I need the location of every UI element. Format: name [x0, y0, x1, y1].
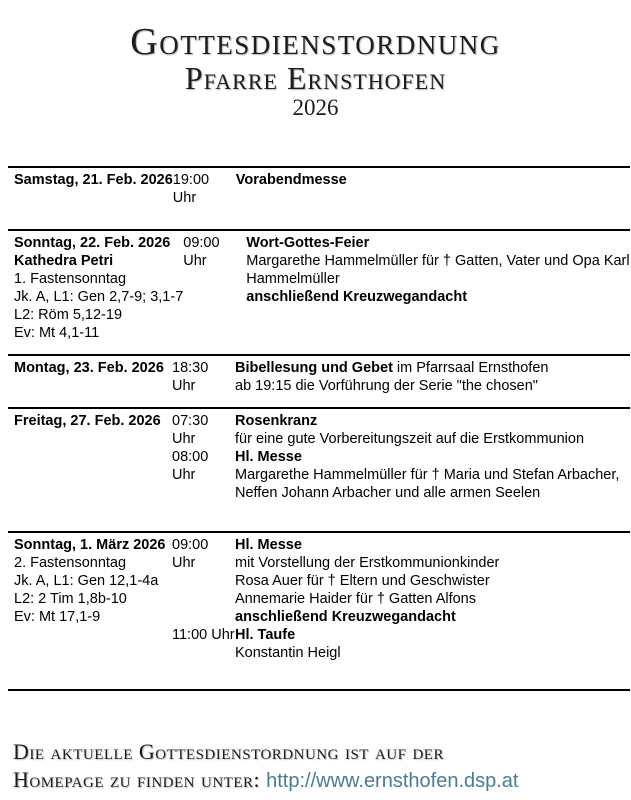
page-subtitle: Pfarre Ernsthofen: [184, 60, 447, 96]
service-text-line: [236, 171, 625, 189]
service-time: 18:30 Uhr: [172, 360, 209, 394]
service-text-line: [235, 412, 624, 430]
footer-line1: Die aktuelle Gottesdienstordnung ist auf der: [13, 739, 444, 764]
bold-text: Sonntag, 1. März 2026: [14, 537, 166, 553]
schedule-entry: [8, 354, 630, 407]
service-row: [172, 448, 630, 502]
bold-text: Kathedra Petri: [14, 253, 114, 269]
service-row: [173, 171, 630, 207]
bold-text: anschließend Kreuzwegandacht: [246, 289, 468, 305]
homepage-link[interactable]: http://www.ernsthofen.dsp.at: [266, 770, 519, 792]
service-text-line: [246, 288, 630, 306]
entry-services-column: [172, 536, 630, 662]
bold-text: Hl. Messe: [235, 449, 302, 465]
bold-text: Wort-Gottes-Feier: [246, 235, 370, 251]
service-time: 08:00 Uhr: [172, 449, 209, 483]
service-text-line: [235, 377, 624, 395]
bold-text: Bibellesung und Gebet: [235, 360, 393, 376]
footer-line2: [13, 766, 631, 795]
entry-date-column: [8, 234, 183, 342]
page-year: 2026: [292, 95, 339, 120]
entry-services-column: [173, 171, 630, 207]
entry-date-line: [14, 270, 183, 288]
text: Annemarie Haider für † Gatten Alfons: [235, 591, 476, 607]
bold-text: Freitag, 27. Feb. 2026: [14, 413, 161, 429]
bold-text: Hl. Messe: [235, 537, 302, 553]
text: im Pfarrsaal Ernsthofen: [392, 360, 549, 376]
service-text-line: [235, 448, 624, 466]
page-title: Gottesdienstordnung: [130, 21, 501, 63]
entry-date-line: [14, 288, 183, 306]
entry-services-column: [183, 234, 630, 342]
text: L2: 2 Tim 1,8b-10: [14, 591, 127, 607]
entry-date-column: [8, 359, 172, 395]
entry-date-line: [14, 306, 183, 324]
service-time: 09:00 Uhr: [183, 235, 220, 269]
entry-services-column: [172, 412, 630, 502]
service-text-line: [235, 626, 624, 644]
text: Ev: Mt 17,1-9: [14, 609, 101, 625]
text: mit Vorstellung der Erstkommunionkinder: [235, 555, 500, 571]
entry-date-line: [14, 234, 183, 252]
text: für eine gute Vorbereitungszeit auf die Erstkommunion: [235, 431, 585, 447]
service-row: [172, 412, 630, 448]
text: Ev: Mt 4,1-11: [14, 325, 100, 341]
entry-date-line: [14, 590, 172, 608]
text: Margarethe Hammelmüller für † Maria und Stefan Arbacher, Neffen Johann Arbacher und alle armen Seelen: [235, 467, 620, 501]
service-row: [172, 536, 630, 626]
text: Konstantin Heigl: [235, 645, 341, 661]
service-description: [235, 626, 624, 662]
service-time: 09:00 Uhr: [172, 537, 209, 571]
document-footer: [13, 738, 631, 795]
service-description: [246, 234, 630, 306]
service-text-line: [235, 554, 624, 572]
service-text-line: [235, 466, 624, 502]
service-time: 11:00 Uhr: [172, 627, 235, 643]
bold-text: anschließend Kreuzwegandacht: [235, 609, 456, 625]
text: L2: Röm 5,12-19: [14, 307, 123, 323]
text: Jk. A, L1: Gen 12,1-4a: [14, 573, 159, 589]
bold-text: Samstag, 21. Feb. 2026: [14, 172, 173, 188]
service-row: [183, 234, 630, 306]
service-text-line: [235, 359, 624, 377]
footer-line2-prefix: Homepage zu finden unter:: [13, 767, 267, 792]
service-row: [172, 359, 630, 395]
bold-text: Rosenkranz: [235, 413, 318, 429]
entry-date-line: [14, 412, 172, 430]
schedule-entry: [8, 407, 630, 531]
service-text-line: [235, 572, 624, 590]
entry-date-column: [8, 412, 172, 502]
service-description: [236, 171, 625, 207]
text: Jk. A, L1: Gen 2,7-9; 3,1-7: [14, 289, 184, 305]
schedule-table: [8, 166, 630, 691]
service-text-line: [235, 430, 624, 448]
entry-date-line: [14, 324, 183, 342]
service-description: [235, 536, 624, 626]
text: ab 19:15 die Vorführung der Serie "the chosen": [235, 378, 538, 394]
service-text-line: [235, 590, 624, 608]
entry-services-column: [172, 359, 630, 395]
text: 1. Fastensonntag: [14, 271, 127, 287]
service-text-line: [235, 608, 624, 626]
entry-date-line: [14, 608, 172, 626]
bold-text: Vorabendmesse: [235, 172, 347, 188]
service-text-line: [246, 252, 630, 288]
schedule-entry: [8, 166, 630, 229]
bold-text: Sonntag, 22. Feb. 2026: [14, 235, 171, 251]
schedule-entry: [8, 229, 630, 354]
schedule-entry: [8, 531, 630, 689]
entry-date-line: [14, 536, 172, 554]
service-row: [172, 626, 630, 662]
service-time: 07:30 Uhr: [172, 413, 209, 447]
service-description: [235, 412, 624, 448]
entry-date-line: [14, 572, 172, 590]
service-text-line: [235, 644, 624, 662]
service-time: 19:00 Uhr: [172, 172, 210, 206]
entry-date-line: [14, 554, 172, 572]
entry-date-column: [8, 171, 173, 207]
service-description: [235, 359, 624, 395]
entry-date-line: [14, 252, 183, 270]
entry-date-column: [8, 536, 172, 662]
service-text-line: [235, 536, 624, 554]
service-description: [235, 448, 624, 502]
text: Rosa Auer für † Eltern und Geschwister: [235, 573, 490, 589]
text: 2. Fastensonntag: [14, 555, 127, 571]
document-header: [0, 22, 631, 120]
bold-text: Montag, 23. Feb. 2026: [14, 360, 164, 376]
service-text-line: [246, 234, 630, 252]
entry-date-line: [14, 359, 172, 377]
entry-date-line: [14, 171, 173, 189]
text: Margarethe Hammelmüller für † Gatten, Vater und Opa Karl Hammelmüller: [246, 253, 630, 287]
bold-text: Hl. Taufe: [235, 627, 296, 643]
